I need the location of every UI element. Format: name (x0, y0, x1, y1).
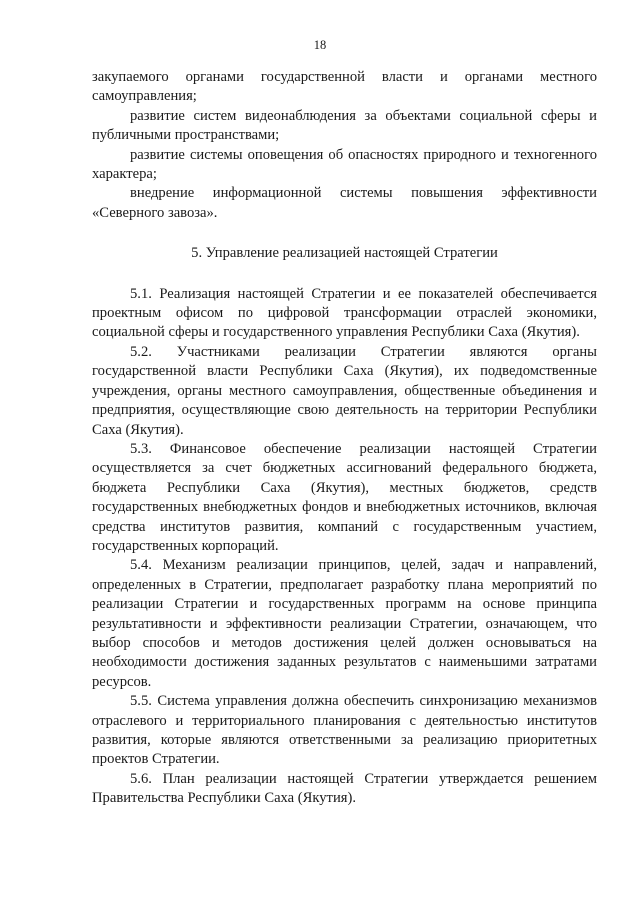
page-number: 18 (313, 38, 327, 52)
list-item: развитие системы оповещения об опасностях природного и техногенного характера; (92, 146, 597, 183)
paragraph-5-2: 5.2. Участниками реализации Стратегии являются органы государственной власти Республики Саха (Якутия), их подведомственные учреждения, органы местного самоуправления, общественные объединения и предприятия, осуществляющие свою деятельность на территории Республики Саха (Якутия). (92, 343, 597, 438)
page-content (92, 68, 597, 809)
paragraph-5-1: 5.1. Реализация настоящей Стратегии и ее показателей обеспечивается проектным офисом по цифровой трансформации отраслей экономики, социальной сферы и государственного управления Республики Саха (Якутия). (92, 285, 597, 341)
list-item: развитие систем видеонаблюдения за объектами социальной сферы и публичными пространствами; (92, 107, 597, 144)
paragraph-5-3: 5.3. Финансовое обеспечение реализации настоящей Стратегии осуществляется за счет бюджетных ассигнований федерального бюджета, бюджета Республики Саха (Якутия), местных бюджетов, средств государственных внебюджетных фондов и внебюджетных источников, включая средства институтов развития, компаний с государственным участием, государственных корпораций. (92, 440, 597, 554)
paragraph-5-4: 5.4. Механизм реализации принципов, целей, задач и направлений, определенных в Стратегии, предполагает разработку плана мероприятий по реализации Стратегии и государственных программ на основе принципа результативности и эффективности реализации Стратегии, означающем, что выбор способов и методов достижения целей должен основываться на необходимости достижения заданных результатов с наименьшими затратами ресурсов. (92, 557, 597, 690)
paragraph-5-6: 5.6. План реализации настоящей Стратегии утверждается решением Правительства Республики Саха (Якутия). (92, 770, 597, 807)
paragraph-5-5: 5.5. Система управления должна обеспечить синхронизацию механизмов отраслевого и территориального планирования с деятельностью институтов развития, которые являются ответственными за реализацию приоритетных проектов Стратегии. (92, 693, 597, 768)
list-item: закупаемого органами государственной власти и органами местного самоуправления; (92, 69, 597, 105)
section-heading: 5. Управление реализацией настоящей Стратегии (191, 245, 498, 262)
list-item: внедрение информационной системы повышения эффективности «Северного завоза». (92, 185, 597, 221)
